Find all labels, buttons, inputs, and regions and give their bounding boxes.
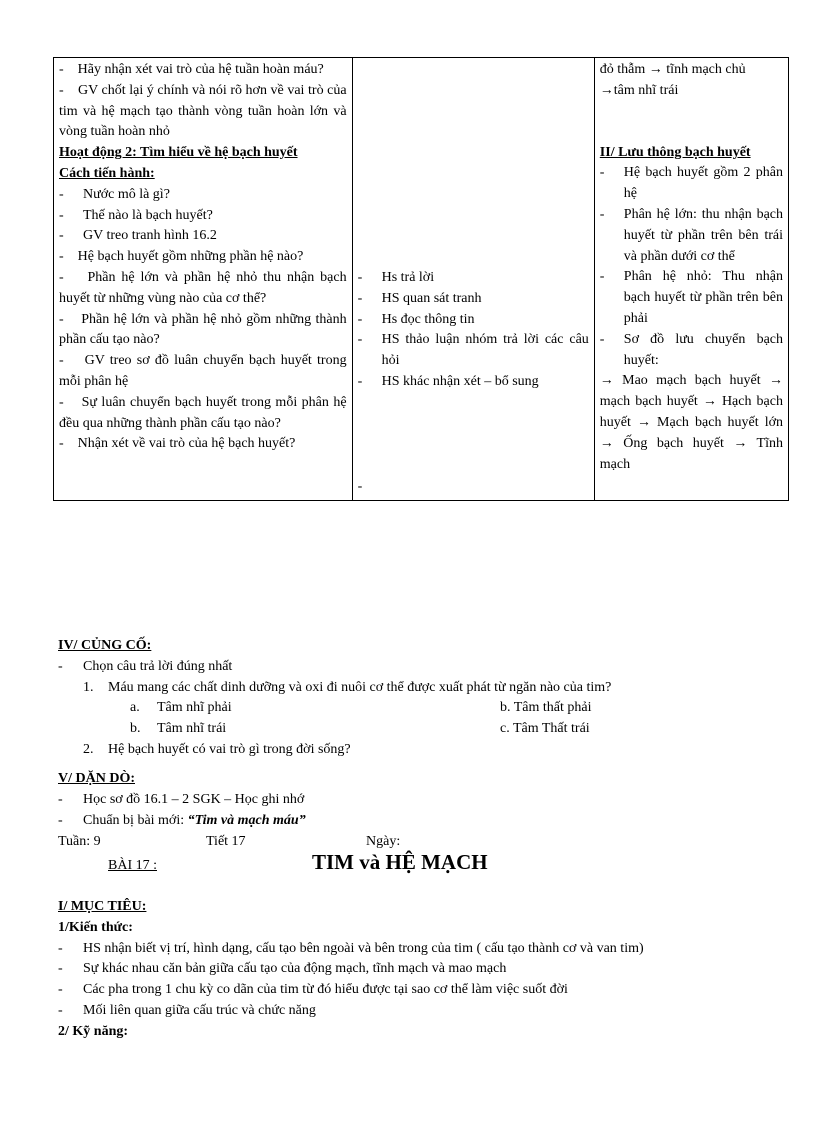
paragraph: - GV treo sơ đồ luân chuyển bạch huyết trong mỗi phân hệ — [59, 353, 347, 389]
list-item: - HS khác nhận xét – bổ sung — [357, 373, 539, 389]
list-item: - HS quan sát tranh — [357, 290, 482, 306]
list-item: - Phân hệ lớn: thu nhận bạch huyết từ phần trên bên trái và phần dưới cơ thể — [599, 206, 783, 264]
list-item: - Nước mô là gì? — [59, 186, 170, 202]
cungco-section — [58, 636, 798, 761]
activity-heading: Hoạt động 2: Tìm hiểu về hệ bạch huyết — [59, 145, 298, 161]
flow-diagram-text: → Mao mạch bạch huyết → mạch bạch huyết → Hạch bạch huyết → Mạch bạch huyết lớn → Ống bạch huyết → Tĩnh mạch — [599, 373, 783, 472]
lesson-title-line — [108, 852, 816, 877]
list-item: - GV treo tranh hình 16.2 — [59, 228, 217, 244]
lesson-number: BÀI 17 : — [108, 858, 157, 873]
teacher-activity-cell — [54, 58, 353, 501]
date-label: Ngày: — [366, 834, 401, 849]
paragraph: - Phần hệ lớn và phần hệ nhỏ gồm những thành phần cấu tạo nào? — [59, 311, 347, 348]
list-item: - Sự khác nhau căn bản giữa cấu tạo của động mạch, tĩnh mạch và mao mạch — [58, 961, 507, 977]
lesson-title: TIM và HỆ MẠCH — [312, 850, 488, 874]
section-heading: II/ Lưu thông bạch huyết — [599, 144, 751, 160]
list-item: - HS nhận biết vị trí, hình dạng, cấu tạo bên ngoài và bên trong của tim ( cấu tạo thành cơ và van tim) — [58, 940, 644, 956]
content-cell — [594, 58, 788, 501]
section-title: IV/ CỦNG CỐ: — [58, 638, 152, 653]
paragraph: - Phần hệ lớn và phần hệ nhỏ thu nhận bạch huyết từ những vùng nào của cơ thể? — [59, 269, 347, 306]
option-row: a. Tâm nhĩ phải b. Tâm thất phải — [130, 700, 592, 716]
content-line: đỏ thẫm → tĩnh mạch chủ — [599, 62, 746, 77]
muctieu-section — [58, 897, 798, 1043]
list-item: - Thế nào là bạch huyết? — [59, 207, 213, 223]
paragraph: - Sự luân chuyển bạch huyết trong mỗi phân hệ đều qua những thành phần cấu tạo nào? — [59, 394, 347, 431]
paragraph: - Hãy nhận xét vai trò của hệ tuần hoàn máu? — [59, 62, 324, 77]
question: 1. Máu mang các chất dinh dưỡng và oxi đi nuôi cơ thể được xuất phát từ ngăn nào của tim? — [83, 679, 612, 695]
list-item: - Hs đọc thông tin — [357, 311, 475, 327]
period-label: Tiết 17 — [206, 834, 246, 849]
method-heading: Cách tiến hành: — [59, 165, 155, 181]
student-activity-cell — [352, 58, 594, 501]
content-line: →tâm nhĩ trái — [599, 82, 679, 98]
list-item: - Chuẩn bị bài mới: “Tim và mạch máu” — [58, 812, 306, 828]
list-item: - Hs trả lời — [357, 270, 435, 285]
list-item: - Mối liên quan giữa cấu trúc và chức năng — [58, 1002, 316, 1018]
lesson-table — [53, 57, 789, 501]
week-label: Tuần: 9 — [58, 834, 101, 849]
paragraph: - Nhận xét về vai trò của hệ bạch huyết? — [59, 436, 296, 452]
subsection-title: 1/Kiến thức: — [58, 919, 133, 935]
list-item: - Các pha trong 1 chu kỳ co dãn của tim từ đó hiểu được tại sao cơ thể làm việc suốt đời — [58, 982, 568, 998]
list-item: - HS thảo luận nhóm trả lời các câu hỏi — [357, 332, 589, 369]
subsection-title: 2/ Kỹ năng: — [58, 1023, 129, 1039]
trailing-dash: - — [357, 478, 363, 494]
dando-section — [58, 769, 798, 831]
paragraph: - GV chốt lại ý chính và nói rõ hơn về vai trò của tim và hệ mạch tạo thành vòng tuần hoàn lớn và vòng tuần hoàn nhỏ — [59, 82, 347, 140]
section-title: V/ DẶN DÒ: — [58, 771, 135, 786]
list-item: - Hệ bạch huyết gồm 2 phân hệ — [599, 165, 783, 202]
question: 2. Hệ bạch huyết có vai trò gì trong đời sống? — [83, 741, 351, 757]
list-item: - Phân hệ nhỏ: Thu nhận bạch huyết từ phần trên bên phải — [599, 269, 783, 326]
section-title: I/ MỤC TIÊU: — [58, 899, 147, 914]
option-row: b. Tâm nhĩ trái c. Tâm Thất trái — [130, 721, 590, 737]
list-item: - Chọn câu trả lời đúng nhất — [58, 658, 233, 674]
list-item: - Học sơ đồ 16.1 – 2 SGK – Học ghi nhớ — [58, 791, 305, 807]
paragraph: - Hệ bạch huyết gồm những phần hệ nào? — [59, 249, 304, 265]
list-item: - Sơ đồ lưu chuyển bạch huyết: — [599, 331, 783, 368]
